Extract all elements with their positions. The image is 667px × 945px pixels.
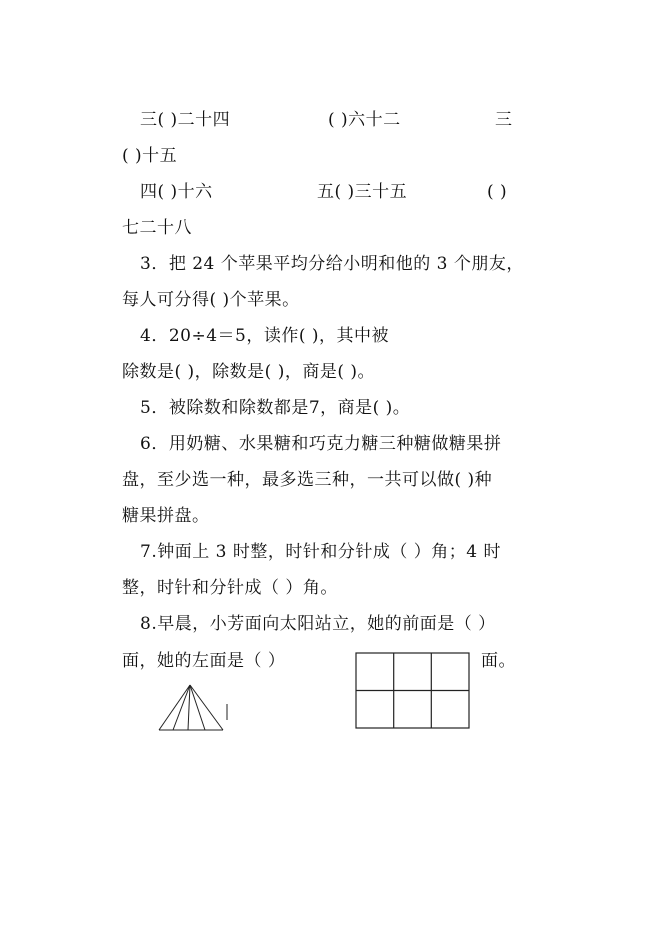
- question-4-line-1: 4．20÷4＝5，读作( )，其中被: [140, 326, 389, 346]
- triangle-inner-line: [190, 685, 205, 730]
- fill-blank-item: ( ): [487, 182, 508, 202]
- question-6-line-3: 糖果拼盘。: [122, 506, 210, 526]
- question-7-line-1: 7.钟面上 3 时整，时针和分针成（ ）角；4 时: [140, 542, 501, 562]
- triangle-inner-line: [173, 685, 190, 730]
- fill-blank-item: 三: [495, 110, 513, 130]
- question-6-line-2: 盘，至少选一种，最多选三种，一共可以做( )种: [122, 470, 493, 490]
- triangle-inner-line: [188, 685, 190, 730]
- fill-blank-item: ( )十五: [122, 146, 178, 166]
- question-6-line-1: 6．用奶糖、水果糖和巧克力糖三种糖做糖果拼: [140, 434, 502, 454]
- question-8-line-2: 面，她的左面是（ ）: [122, 651, 286, 671]
- fill-blank-item: 三( )二十四: [140, 110, 231, 130]
- question-3-line-1: 3．把 24 个苹果平均分给小明和他的 3 个朋友，: [140, 254, 524, 274]
- question-3-line-2: 每人可分得( )个苹果。: [122, 290, 300, 310]
- question-4-line-2: 除数是( )，除数是( )，商是( )。: [122, 362, 376, 382]
- fill-blank-item: ( )六十二: [328, 110, 401, 130]
- triangle-edge-right: [190, 685, 223, 730]
- question-8-line-1: 8.早晨，小芳面向太阳站立，她的前面是（ ）: [140, 614, 496, 634]
- question-8-line-2-end: 面。: [481, 651, 516, 671]
- rectangle-grid-figure: [355, 652, 471, 730]
- fill-blank-item: 七二十八: [122, 218, 192, 238]
- question-7-line-2: 整，时针和分针成（ ）角。: [122, 578, 338, 598]
- question-5: 5．被除数和除数都是7，商是( )。: [140, 398, 411, 418]
- fill-blank-item: 四( )十六: [140, 182, 213, 202]
- triangle-edge-left: [159, 685, 190, 730]
- fill-blank-item: 五( )三十五: [317, 182, 408, 202]
- triangle-figure: [155, 682, 235, 734]
